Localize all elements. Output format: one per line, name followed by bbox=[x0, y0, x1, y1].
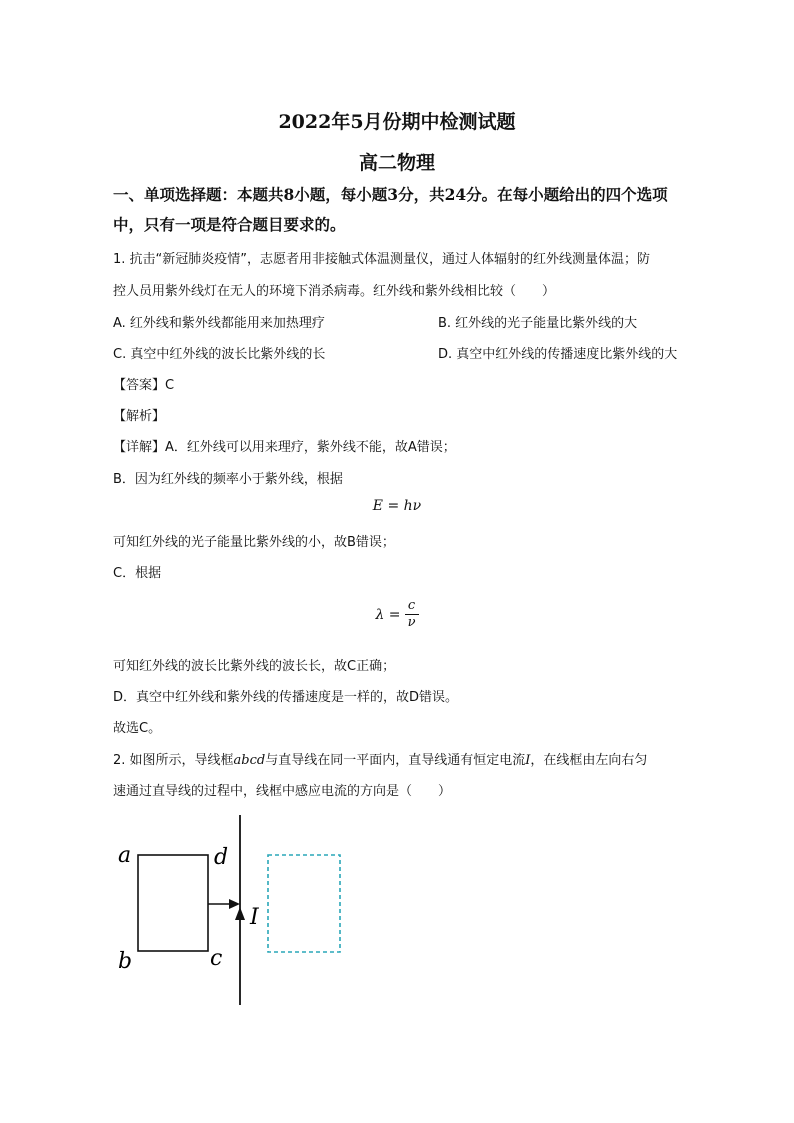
wire-frame-abcd bbox=[138, 855, 208, 951]
q1-detail-b: B．因为红外线的频率小于紫外线，根据 bbox=[113, 472, 343, 487]
q2-stem-line2: 速通过直导线的过程中，线框中感应电流的方向是（ ） bbox=[113, 784, 452, 799]
formula-wavelength-lhs: λ = bbox=[375, 606, 401, 623]
q1-detail-a: 【详解】A．红外线可以用来理疗，紫外线不能，故A错误； bbox=[113, 440, 456, 455]
q1-answer: 【答案】C bbox=[113, 378, 175, 393]
q2-stem-part-e: ，在线框由左向右匀 bbox=[530, 753, 648, 768]
section-heading-line2: 中，只有一项是符合题目要求的。 bbox=[113, 215, 346, 234]
q1-stem-line1: 1. 抗击“新冠肺炎疫情”，志愿者用非接触式体温测量仪，通过人体辐射的红外线测量体温；防 bbox=[113, 252, 651, 267]
q1-conclusion: 故选C。 bbox=[113, 721, 162, 736]
q2-stem-part-c: 与直导线在同一平面内，直导线通有恒定电流 bbox=[265, 753, 526, 768]
q2-figure bbox=[100, 810, 360, 1010]
q1-detail-c: C．根据 bbox=[113, 566, 162, 581]
current-arrow-head bbox=[235, 907, 245, 920]
q1-option-b: B. 红外线的光子能量比紫外线的大 bbox=[438, 316, 638, 331]
formula-photon-energy: E = hν bbox=[372, 498, 422, 514]
q1-option-a: A. 红外线和紫外线都能用来加热理疗 bbox=[113, 316, 325, 331]
section-heading-line1: 一、单项选择题：本题共8小题，每小题3分，共24分。在每小题给出的四个选项 bbox=[113, 185, 668, 204]
exam-subject: 高二物理 bbox=[358, 152, 435, 174]
label-c: c bbox=[210, 946, 223, 971]
dashed-frame-final-position bbox=[268, 855, 340, 952]
formula-wavelength bbox=[0, 598, 794, 631]
label-a: a bbox=[118, 843, 132, 868]
label-b: b bbox=[118, 949, 133, 974]
velocity-arrow-head bbox=[229, 899, 240, 909]
q2-stem-frame-label: abcd bbox=[233, 753, 266, 768]
label-current: I bbox=[250, 905, 259, 930]
q1-analysis-label: 【解析】 bbox=[113, 409, 166, 424]
formula-wavelength-denominator: ν bbox=[407, 615, 416, 630]
q2-stem-current-symbol: I bbox=[525, 753, 531, 768]
q1-detail-b2: 可知红外线的光子能量比紫外线的小，故B错误； bbox=[113, 535, 395, 550]
q2-stem-line1 bbox=[113, 749, 647, 768]
label-d: d bbox=[214, 845, 229, 870]
q1-detail-c2: 可知红外线的波长比紫外线的波长长，故C正确； bbox=[113, 659, 396, 674]
q1-option-d: D. 真空中红外线的传播速度比紫外线的大 bbox=[438, 347, 678, 362]
q2-stem-part-a: 2. 如图所示，导线框 bbox=[113, 753, 234, 768]
q1-stem-line2: 控人员用紫外线灯在无人的环境下消杀病毒。红外线和紫外线相比较（ ） bbox=[113, 284, 556, 299]
formula-wavelength-numerator: c bbox=[407, 598, 416, 613]
exam-title: 2022年5月份期中检测试题 bbox=[278, 111, 516, 133]
q1-detail-d: D．真空中红外线和紫外线的传播速度是一样的，故D错误。 bbox=[113, 690, 459, 705]
q1-option-c: C. 真空中红外线的波长比紫外线的长 bbox=[113, 347, 326, 362]
section-heading bbox=[113, 180, 698, 240]
